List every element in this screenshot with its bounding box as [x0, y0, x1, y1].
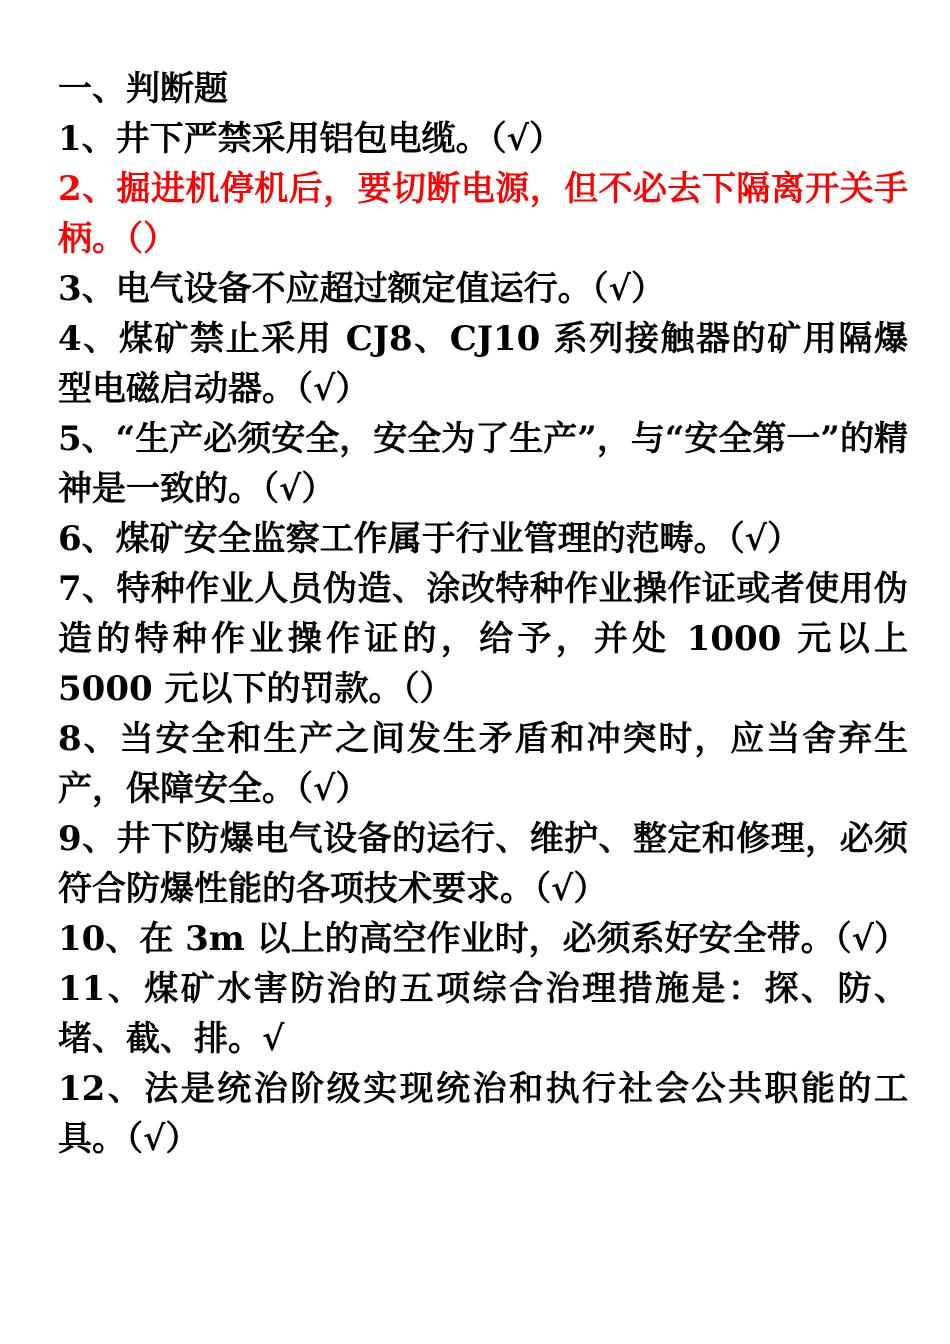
question-item-9: 9、井下防爆电气设备的运行、维护、整定和修理，必须符合防爆性能的各项技术要求。（√） — [58, 819, 908, 909]
question-item-4: 4、煤矿禁止采用 CJ8、CJ10 系列接触器的矿用隔爆型电磁启动器。（√） — [58, 319, 908, 409]
question-item-11: 11、煤矿水害防治的五项综合治理措施是：探、防、堵、截、排。√ — [58, 969, 908, 1059]
question-item-2: 2、掘进机停机后，要切断电源，但不必去下隔离开关手柄。（） — [58, 169, 908, 259]
document-page — [58, 64, 908, 1164]
question-item-12: 12、法是统治阶级实现统治和执行社会公共职能的工具。（√） — [58, 1069, 908, 1159]
section-heading: 一、判断题 — [58, 69, 228, 109]
question-item-7: 7、特种作业人员伪造、涂改特种作业操作证或者使用伪造的特种作业操作证的，给予，并处 1000 元以上 5000 元以下的罚款。（） — [58, 569, 908, 709]
question-item-1: 1、井下严禁采用铝包电缆。（√） — [58, 119, 564, 159]
question-item-5: 5、“生产必须安全，安全为了生产”，与“安全第一”的精神是一致的。（√） — [58, 419, 908, 509]
question-item-8: 8、当安全和生产之间发生矛盾和冲突时，应当舍弃生产，保障安全。（√） — [58, 719, 908, 809]
question-item-10: 10、在 3m 以上的高空作业时，必须系好安全带。（√） — [58, 919, 908, 959]
question-item-6: 6、煤矿安全监察工作属于行业管理的范畴。（√） — [58, 519, 802, 559]
question-item-3: 3、电气设备不应超过额定值运行。（√） — [58, 269, 666, 309]
